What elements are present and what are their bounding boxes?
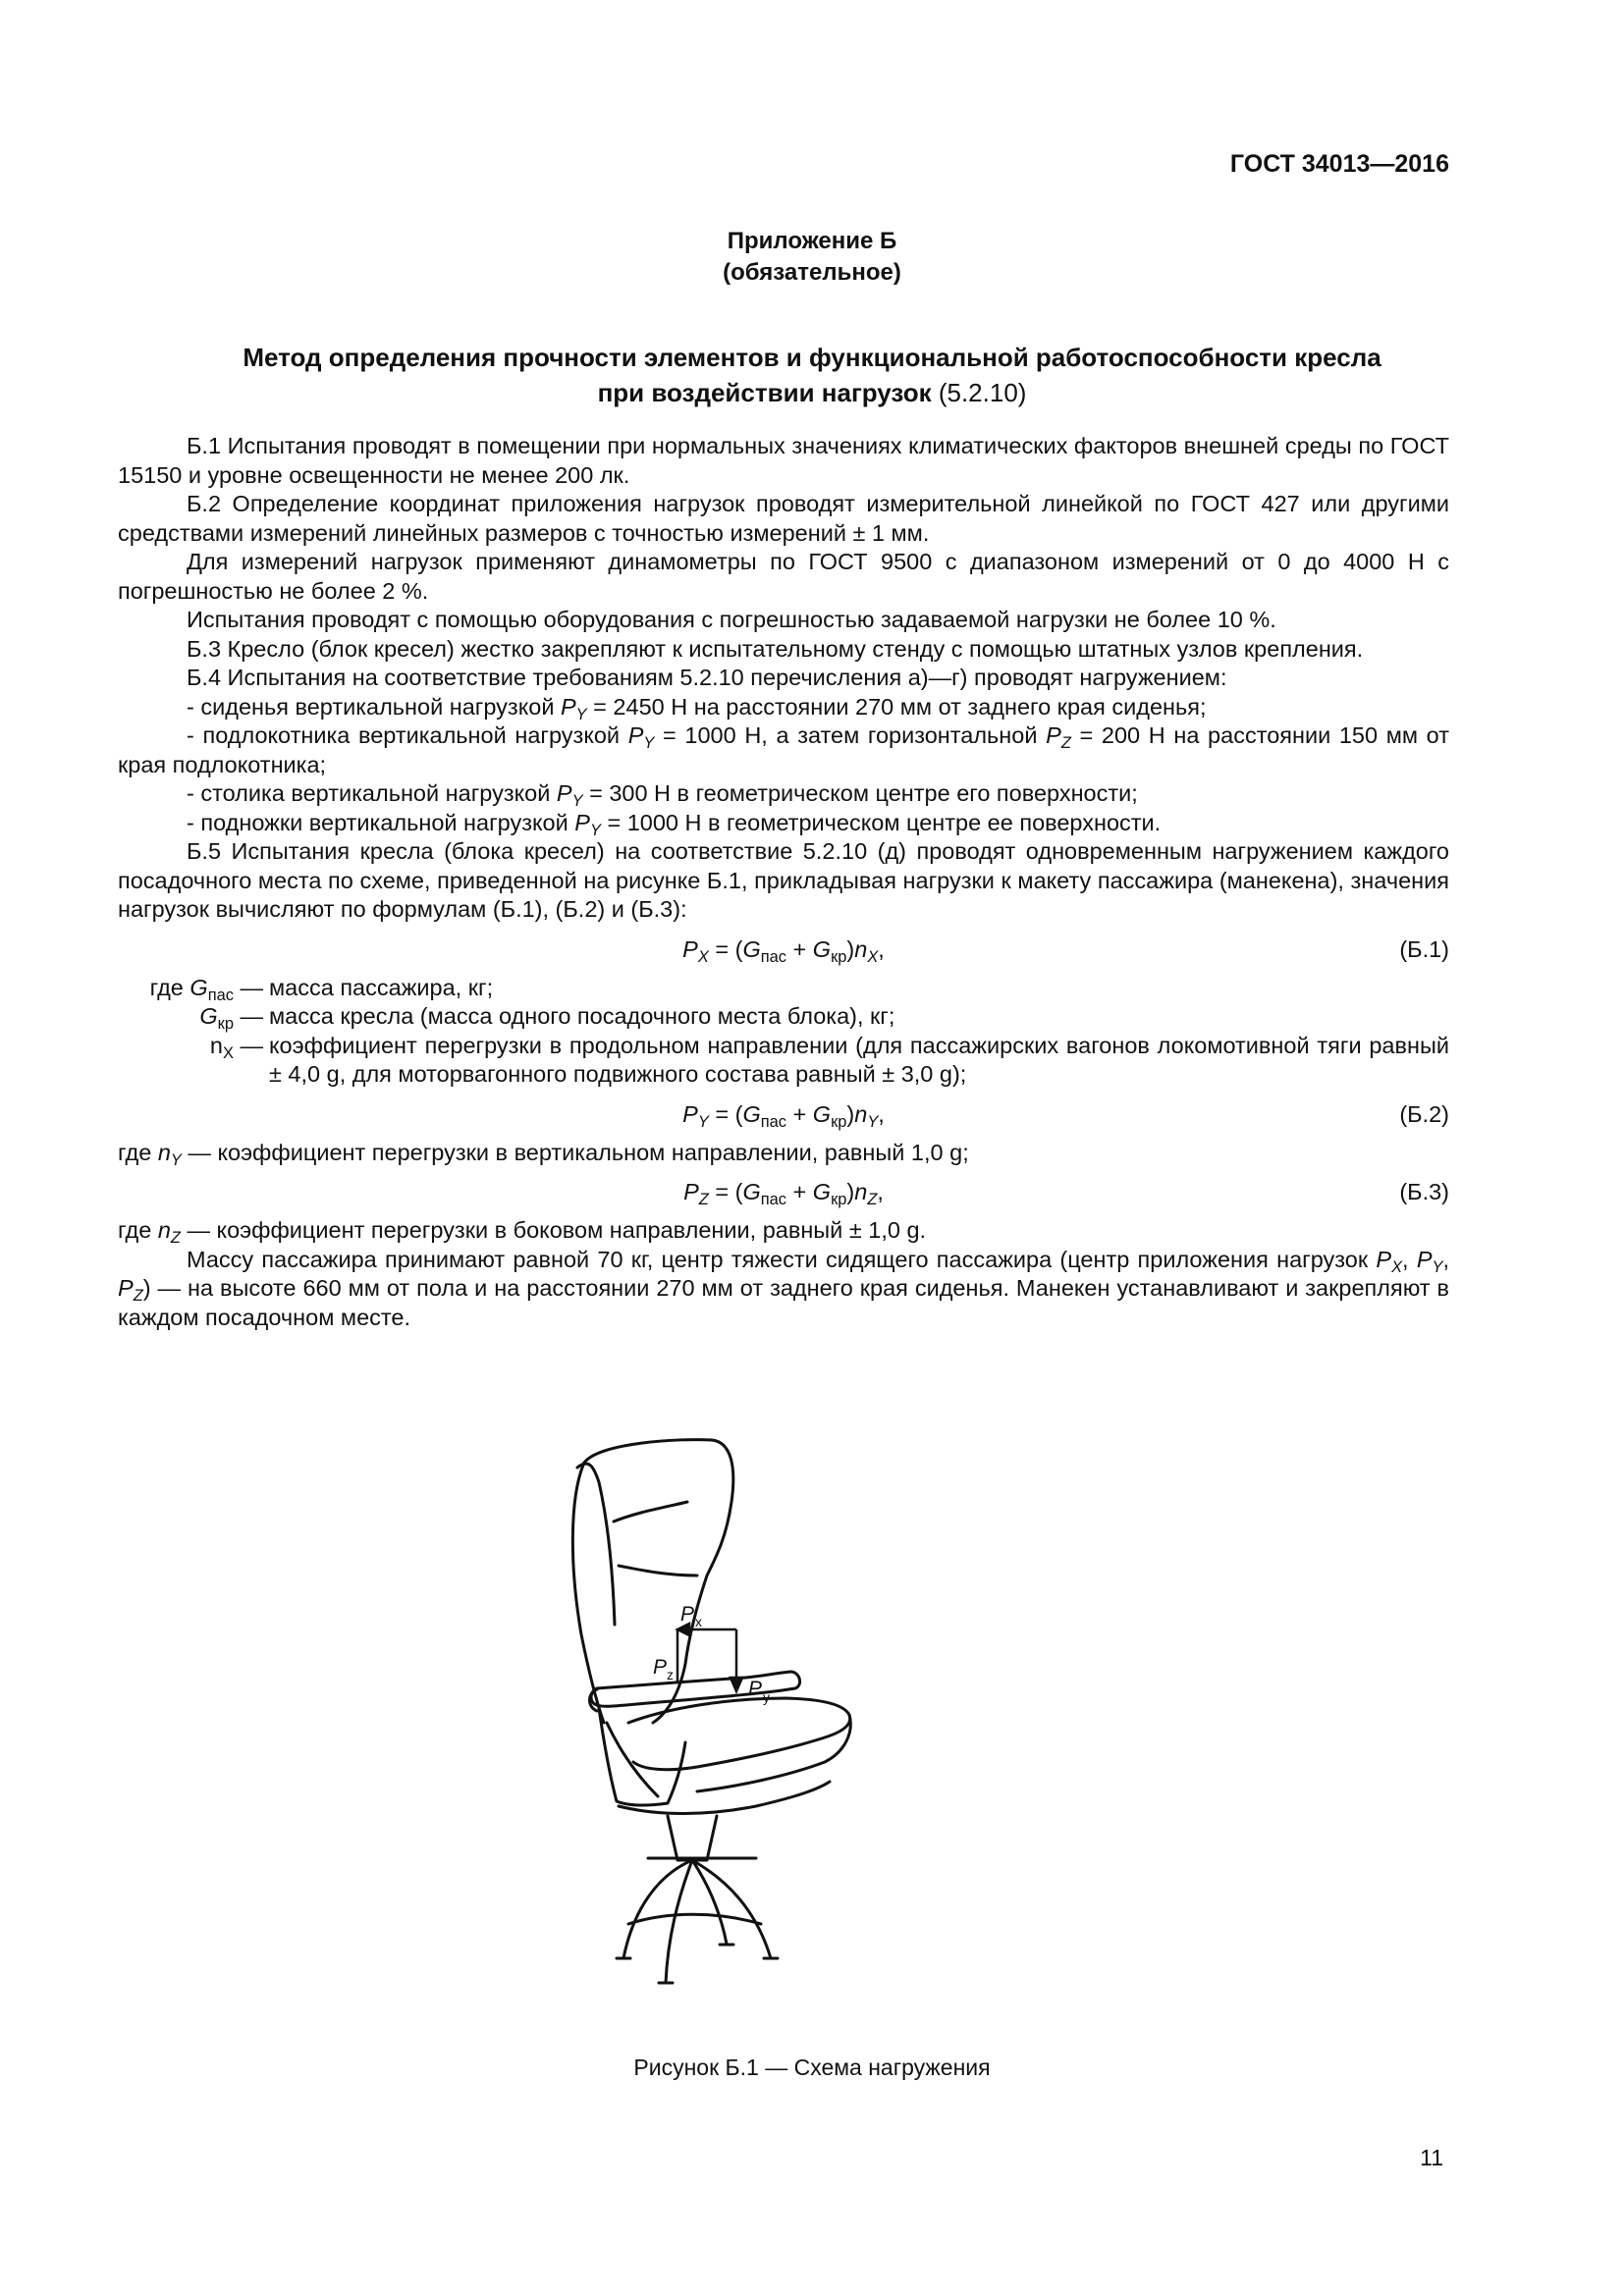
paragraph-b2a: Для измерений нагрузок применяют динамометры по ГОСТ 9500 с диапазоном измерений от 0 до 4000 Н с погрешностью не более 2 %. bbox=[118, 549, 1449, 604]
formula-b1-expression: $P_X = (G_{пас} + G_{кр})n_X$, bbox=[682, 935, 885, 966]
definition-n-y: где $n_Y$ — коэффициент перегрузки в вертикальном направлении, равный 1,0 g; bbox=[118, 1139, 969, 1169]
definition-n-z: где $n_Z$ — коэффициент перегрузки в боковом направлении, равный ± 1,0 g. bbox=[118, 1217, 927, 1247]
leg-center bbox=[666, 1860, 692, 1983]
backrest-fold bbox=[619, 1566, 697, 1575]
title-line-1: Метод определения прочности элементов и функциональной работоспособности кресла bbox=[243, 343, 1381, 372]
title-line-2: при воздействии нагрузок (5.2.10) bbox=[597, 378, 1027, 407]
py-label-sub: y bbox=[763, 1689, 770, 1705]
backrest-left-edge bbox=[572, 1463, 604, 1723]
side-panel bbox=[599, 1708, 685, 1805]
page-number: 11 bbox=[1420, 2145, 1443, 2170]
appendix-label: Приложение Б bbox=[727, 228, 897, 254]
definition-g-kr: $G_{кр}$ — масса кресла (масса одного посадочного места блока), кг; bbox=[199, 1003, 895, 1033]
formula-b2 bbox=[118, 1094, 1449, 1135]
base-plate bbox=[668, 1816, 717, 1860]
formula-b2-expression: $P_Y = (G_{пас} + G_{кр})n_Y$, bbox=[682, 1100, 885, 1131]
list-item-footrest: - подножки вертикальной нагрузкой $P_Y = 1000$ Н в геометрическом центре ее поверхности. bbox=[187, 809, 1162, 839]
section-title bbox=[0, 340, 1624, 410]
paragraph-b3: Б.3 Кресло (блок кресел) жестко закрепляют к испытательному стенду с помощью штатных узлов крепления. bbox=[187, 635, 1364, 662]
paragraph-passenger-mass: Массу пассажира принимают равной 70 кг, центр тяжести сидящего пассажира (центр приложения нагрузок $P_X$, $P_Y$, $P_Z$) — на высоте 660 мм от пола и на расстоянии 270 мм от заднего края сиденья. Манекен устанавливают и закрепляют в каждом посадочном месте. bbox=[118, 1246, 1450, 1330]
definition-n-x: $n_X$ — коэффициент перегрузки в продольном направлении (для пассажирских вагонов локомотивной тяги равный ± 4,0 g, для моторвагонного подвижного состава равный ± 3,0 g); bbox=[209, 1032, 1449, 1087]
px-label: P bbox=[680, 1603, 695, 1626]
formula-b3 bbox=[118, 1171, 1449, 1212]
px-label-sub: x bbox=[695, 1614, 702, 1629]
formula-b3-expression: $P_Z = (G_{пас} + G_{кр})n_Z$, bbox=[683, 1179, 884, 1208]
figure-caption: Рисунок Б.1 — Схема нагружения bbox=[633, 2055, 991, 2080]
paragraph-b1: Б.1 Испытания проводят в помещении при нормальных значениях климатических факторов внешней среды по ГОСТ 15150 и уровне освещенности не менее 200 лк. bbox=[118, 433, 1449, 488]
side-panel-inner bbox=[607, 1723, 658, 1796]
formula-b1 bbox=[118, 929, 1449, 970]
paragraph-b2: Б.2 Определение координат приложения нагрузок проводят измерительной линейкой по ГОСТ 427 или другими средствами измерений линейных размеров с точностью измерений ± 1 мм. bbox=[118, 491, 1449, 546]
appendix-status: (обязательное) bbox=[723, 259, 901, 286]
paragraph-b4: Б.4 Испытания на соответствие требованиям 5.2.10 перечисления а)—г) проводят нагружением: bbox=[187, 665, 1227, 690]
figure-loading-scheme bbox=[530, 1428, 1021, 2037]
seat-front-edge bbox=[697, 1715, 850, 1791]
py-arrowhead bbox=[731, 1678, 742, 1691]
headrest-inner-line bbox=[577, 1464, 615, 1625]
list-item-seat: - сиденья вертикальной нагрузкой $P_Y = 2450$ Н на расстоянии 270 мм от заднего края сиденья; bbox=[187, 693, 1207, 723]
backrest-seam bbox=[614, 1502, 687, 1522]
pz-label-sub: z bbox=[667, 1667, 674, 1682]
list-item-armrest: - подлокотника вертикальной нагрузкой $P_Y = 1000$ Н, а затем горизонтальной $P_Z = 200$ Н на расстоянии 150 мм от края подлокотника; bbox=[118, 722, 1449, 777]
document-body bbox=[118, 432, 1449, 1332]
leg-left bbox=[623, 1860, 692, 1958]
formula-b2-number: (Б.2) bbox=[1399, 1100, 1449, 1127]
formula-b3-number: (Б.3) bbox=[1399, 1179, 1449, 1204]
py-label: P bbox=[748, 1678, 763, 1700]
leg-crossbar bbox=[628, 1914, 761, 1924]
appendix-heading bbox=[0, 226, 1624, 289]
paragraph-b5: Б.5 Испытания кресла (блока кресел) на соответствие 5.2.10 (д) проводят одновременным нагружением каждого посадочного места по схеме, приведенной на рисунке Б.1, прикладывая нагрузки к макету пассажира (манекена), значения нагрузок вычисляют по формулам (Б.1), (Б.2) и (Б.3): bbox=[118, 838, 1449, 922]
title-ref: (5.2.10) bbox=[938, 378, 1027, 407]
pz-label: P bbox=[653, 1656, 668, 1679]
standard-header: ГОСТ 34013—2016 bbox=[1229, 150, 1449, 178]
seat-cushion bbox=[628, 1698, 850, 1770]
list-item-table: - столика вертикальной нагрузкой $P_Y = 300$ Н в геометрическом центре его поверхности; bbox=[187, 780, 1138, 810]
definition-g-pas: где $G_{пас}$ — масса пассажира, кг; bbox=[149, 974, 494, 1004]
formula-b1-number: (Б.1) bbox=[1399, 935, 1449, 962]
paragraph-b2b: Испытания проводят с помощью оборудования с погрешностью задаваемой нагрузки не более 10 %. bbox=[187, 607, 1276, 632]
chair-drawing bbox=[530, 1428, 1021, 2037]
